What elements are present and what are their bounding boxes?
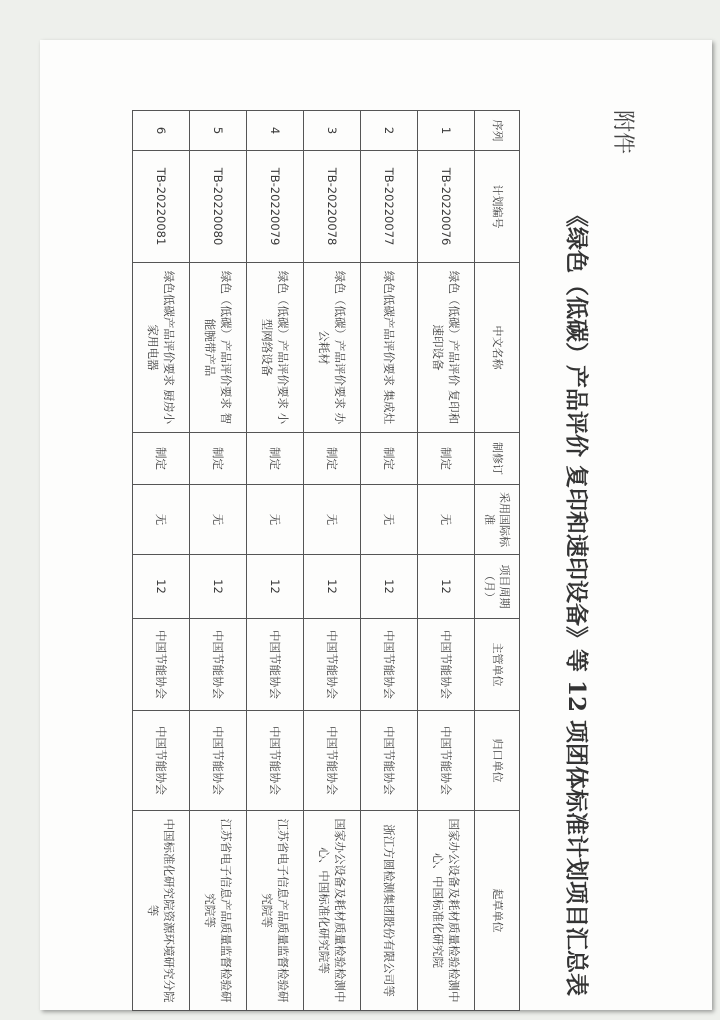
name-cell: 绿色（低碳）产品评价 复印和速印设备 bbox=[418, 263, 475, 433]
competent-cell: 中国节能协会 bbox=[304, 619, 361, 711]
revision-cell: 制定 bbox=[247, 433, 304, 485]
table-row bbox=[190, 111, 247, 1011]
centralized-cell: 中国节能协会 bbox=[190, 711, 247, 811]
plan-no-cell: TB-20220081 bbox=[133, 151, 190, 263]
cycle-cell: 12 bbox=[361, 555, 418, 619]
name-cell: 绿色（低碳）产品评价要求 办公耗材 bbox=[304, 263, 361, 433]
competent-cell: 中国节能协会 bbox=[133, 619, 190, 711]
intl-std-cell: 无 bbox=[418, 485, 475, 555]
table-header-row bbox=[475, 111, 520, 1011]
cycle-cell: 12 bbox=[304, 555, 361, 619]
name-cell: 绿色低碳产品评价要求 集成灶 bbox=[361, 263, 418, 433]
centralized-cell: 中国节能协会 bbox=[361, 711, 418, 811]
revision-cell: 制定 bbox=[304, 433, 361, 485]
cycle-cell: 12 bbox=[133, 555, 190, 619]
drafter-cell: 浙江方圆检测集团股份有限公司等 bbox=[361, 811, 418, 1011]
plan-no-cell: TB-20220078 bbox=[304, 151, 361, 263]
col-header: 归口单位 bbox=[475, 711, 520, 811]
table-row bbox=[361, 111, 418, 1011]
drafter-cell: 中国标准化研究院资源环境研究分院等 bbox=[133, 811, 190, 1011]
col-header: 制修订 bbox=[475, 433, 520, 485]
plan-no-cell: TB-20220080 bbox=[190, 151, 247, 263]
table-row bbox=[247, 111, 304, 1011]
revision-cell: 制定 bbox=[418, 433, 475, 485]
seq-cell: 5 bbox=[190, 111, 247, 151]
drafter-cell: 国家办公设备及耗材质量检验检测中心、中国标准化研究院等 bbox=[304, 811, 361, 1011]
drafter-cell: 江苏省电子信息产品质量监督检验研究院等 bbox=[247, 811, 304, 1011]
plan-no-cell: TB-20220077 bbox=[361, 151, 418, 263]
competent-cell: 中国节能协会 bbox=[418, 619, 475, 711]
revision-cell: 制定 bbox=[133, 433, 190, 485]
competent-cell: 中国节能协会 bbox=[247, 619, 304, 711]
drafter-cell: 国家办公设备及耗材质量检验检测中心、中国标准化研究院 bbox=[418, 811, 475, 1011]
col-header: 项目周期（月） bbox=[475, 555, 520, 619]
plan-table bbox=[132, 110, 520, 1011]
intl-std-cell: 无 bbox=[247, 485, 304, 555]
intl-std-cell: 无 bbox=[133, 485, 190, 555]
competent-cell: 中国节能协会 bbox=[361, 619, 418, 711]
centralized-cell: 中国节能协会 bbox=[418, 711, 475, 811]
centralized-cell: 中国节能协会 bbox=[304, 711, 361, 811]
intl-std-cell: 无 bbox=[190, 485, 247, 555]
col-header: 主管单位 bbox=[475, 619, 520, 711]
document-title: 《绿色（低碳）产品评价 复印和速印设备》等 12 项团体标准计划项目汇总表 bbox=[563, 203, 590, 997]
col-header: 起草单位 bbox=[475, 811, 520, 1011]
col-header: 中文名称 bbox=[475, 263, 520, 433]
name-cell: 绿色低碳产品评价要求 厨房小家用电器 bbox=[133, 263, 190, 433]
seq-cell: 1 bbox=[418, 111, 475, 151]
name-cell: 绿色（低碳）产品评价要求 小型网络设备 bbox=[247, 263, 304, 433]
seq-cell: 6 bbox=[133, 111, 190, 151]
table-row bbox=[133, 111, 190, 1011]
seq-cell: 4 bbox=[247, 111, 304, 151]
cycle-cell: 12 bbox=[418, 555, 475, 619]
intl-std-cell: 无 bbox=[361, 485, 418, 555]
annex-label: 附件 bbox=[610, 110, 635, 155]
plan-no-cell: TB-20220079 bbox=[247, 151, 304, 263]
col-header: 序列 bbox=[475, 111, 520, 151]
table-row bbox=[418, 111, 475, 1011]
name-cell: 绿色（低碳）产品评价要求 智能腕带产品 bbox=[190, 263, 247, 433]
competent-cell: 中国节能协会 bbox=[190, 619, 247, 711]
col-header: 计划编号 bbox=[475, 151, 520, 263]
document-page bbox=[40, 40, 712, 1010]
centralized-cell: 中国节能协会 bbox=[247, 711, 304, 811]
revision-cell: 制定 bbox=[190, 433, 247, 485]
plan-no-cell: TB-20220076 bbox=[418, 151, 475, 263]
seq-cell: 3 bbox=[304, 111, 361, 151]
drafter-cell: 江苏省电子信息产品质量监督检验研究院等 bbox=[190, 811, 247, 1011]
revision-cell: 制定 bbox=[361, 433, 418, 485]
intl-std-cell: 无 bbox=[304, 485, 361, 555]
centralized-cell: 中国节能协会 bbox=[133, 711, 190, 811]
col-header: 采用国际标准 bbox=[475, 485, 520, 555]
cycle-cell: 12 bbox=[247, 555, 304, 619]
cycle-cell: 12 bbox=[190, 555, 247, 619]
rotated-content bbox=[0, 110, 640, 1010]
seq-cell: 2 bbox=[361, 111, 418, 151]
table-row bbox=[304, 111, 361, 1011]
